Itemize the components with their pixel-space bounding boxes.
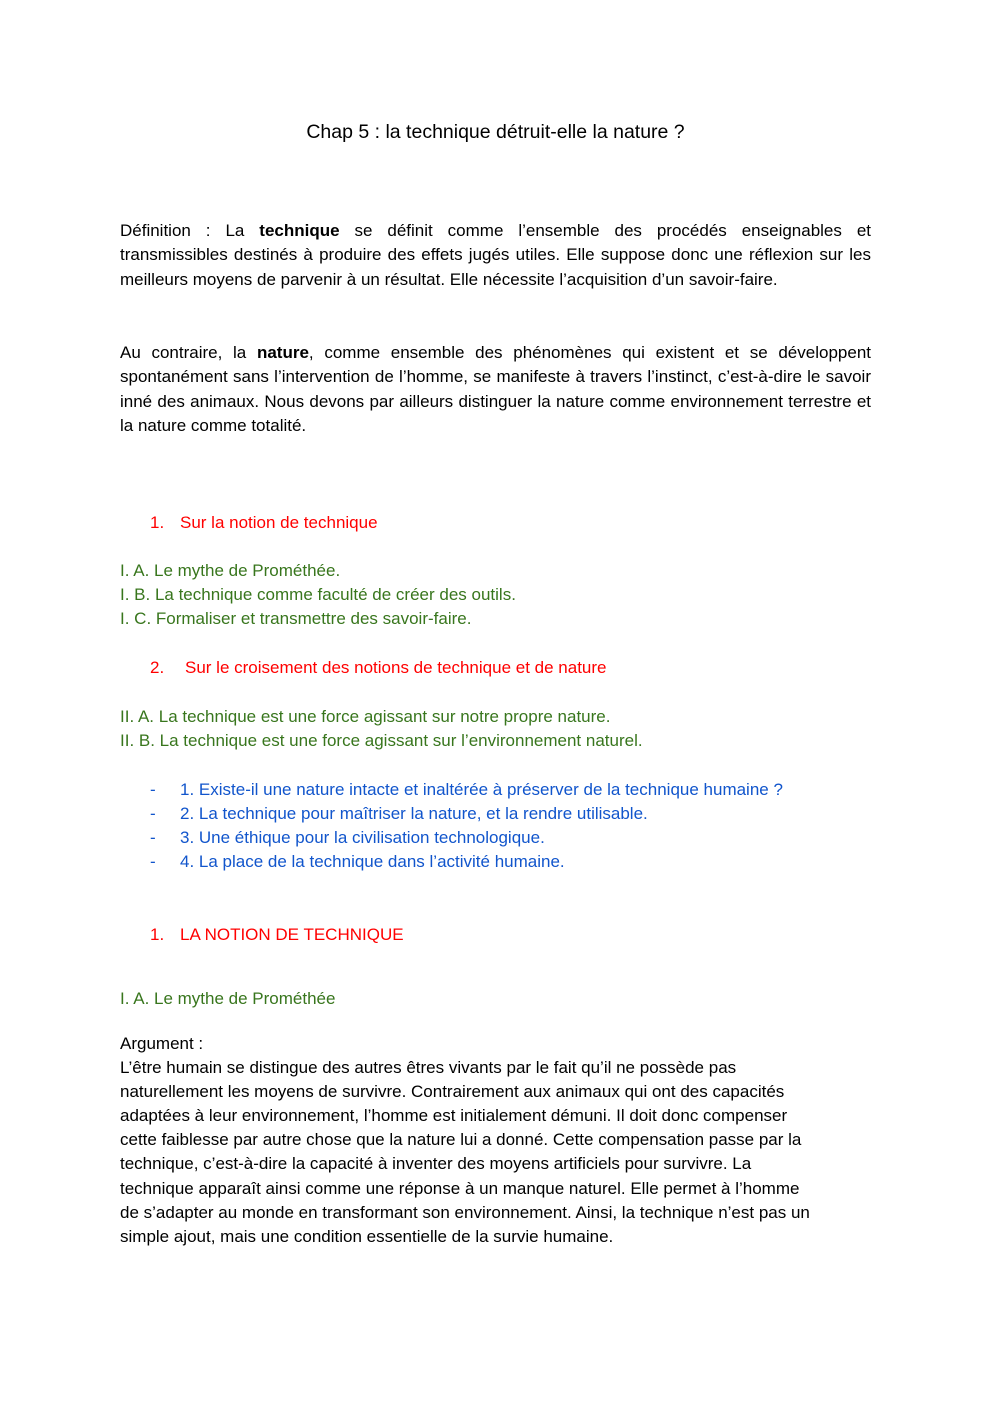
argument-line: L’être humain se distingue des autres êtres vivants par le fait qu’il ne possède pas (120, 1058, 737, 1077)
nature-text: , comme ensemble des phénomènes qui existent et se développent spontanément sans l’intervention de l’homme, se manifeste à travers l’instinct, c’est-à-dire le savoir inné des animaux. Nous devons par ailleurs distinguer la nature comme environnement terrestre et la nature comme totalité. (120, 343, 871, 436)
outline-part2-number: 2. (150, 658, 165, 677)
outline-item: II. B. La technique est une force agissant sur l’environnement naturel. (120, 731, 643, 750)
argument-label: Argument : (120, 1034, 204, 1053)
outline-item: I. A. Le mythe de Prométhée. (120, 561, 341, 580)
nature-term: nature (256, 343, 309, 362)
sub-item: 4. La place de la technique dans l’activité humaine. (180, 852, 565, 871)
bullet-dash: - (150, 780, 156, 799)
argument-line: adaptées à leur environnement, l’homme est initialement démuni. Il doit donc compenser (120, 1106, 788, 1125)
argument-line: naturellement les moyens de survivre. Contrairement aux animaux qui ont des capacités (120, 1082, 785, 1101)
argument-line: technique apparaît ainsi comme une réponse à un manque naturel. Elle permet à l’homme (120, 1179, 800, 1198)
section1-label: LA NOTION DE TECHNIQUE (180, 925, 404, 944)
argument-line: technique, c’est-à-dire la capacité à inventer des moyens artificiels pour survivre. La (120, 1154, 752, 1173)
definition-term: technique (259, 221, 340, 240)
outline-part1-label: Sur la notion de technique (180, 513, 378, 532)
outline-part2-label: Sur le croisement des notions de technique et de nature (185, 658, 607, 677)
definition-text: se définit comme l’ensemble des procédés enseignables et transmissibles destinés à produire des effets jugés utiles. Elle suppose donc une réflexion sur les meilleurs moyens de parvenir à un résultat. Elle nécessite l’acquisition d’un savoir-faire. (120, 221, 871, 289)
outline-item: I. C. Formaliser et transmettre des savoir-faire. (120, 609, 472, 628)
nature-paragraph (120, 341, 871, 439)
definition-paragraph (120, 219, 871, 292)
sub-item: 3. Une éthique pour la civilisation technologique. (180, 828, 545, 847)
outline-item: II. A. La technique est une force agissant sur notre propre nature. (120, 707, 611, 726)
bullet-dash: - (150, 852, 156, 871)
document-title: Chap 5 : la technique détruit-elle la nature ? (306, 121, 685, 143)
argument-line: cette faiblesse par autre chose que la nature lui a donné. Cette compensation passe par la (120, 1130, 802, 1149)
argument-line: simple ajout, mais une condition essentielle de la survie humaine. (120, 1227, 614, 1246)
definition-prefix: Définition : La (120, 221, 260, 240)
nature-prefix: Au contraire, la (120, 343, 257, 362)
sub-item: 1. Existe-il une nature intacte et inaltérée à préserver de la technique humaine ? (180, 780, 783, 799)
subsection-heading: I. A. Le mythe de Prométhée (120, 989, 336, 1008)
argument-line: de s’adapter au monde en transformant son environnement. Ainsi, la technique n’est pas un (120, 1203, 810, 1222)
bullet-dash: - (150, 828, 156, 847)
outline-part1-number: 1. (150, 513, 165, 532)
section1-number: 1. (150, 925, 165, 944)
outline-item: I. B. La technique comme faculté de créer des outils. (120, 585, 516, 604)
bullet-dash: - (150, 804, 156, 823)
sub-item: 2. La technique pour maîtriser la nature, et la rendre utilisable. (180, 804, 648, 823)
